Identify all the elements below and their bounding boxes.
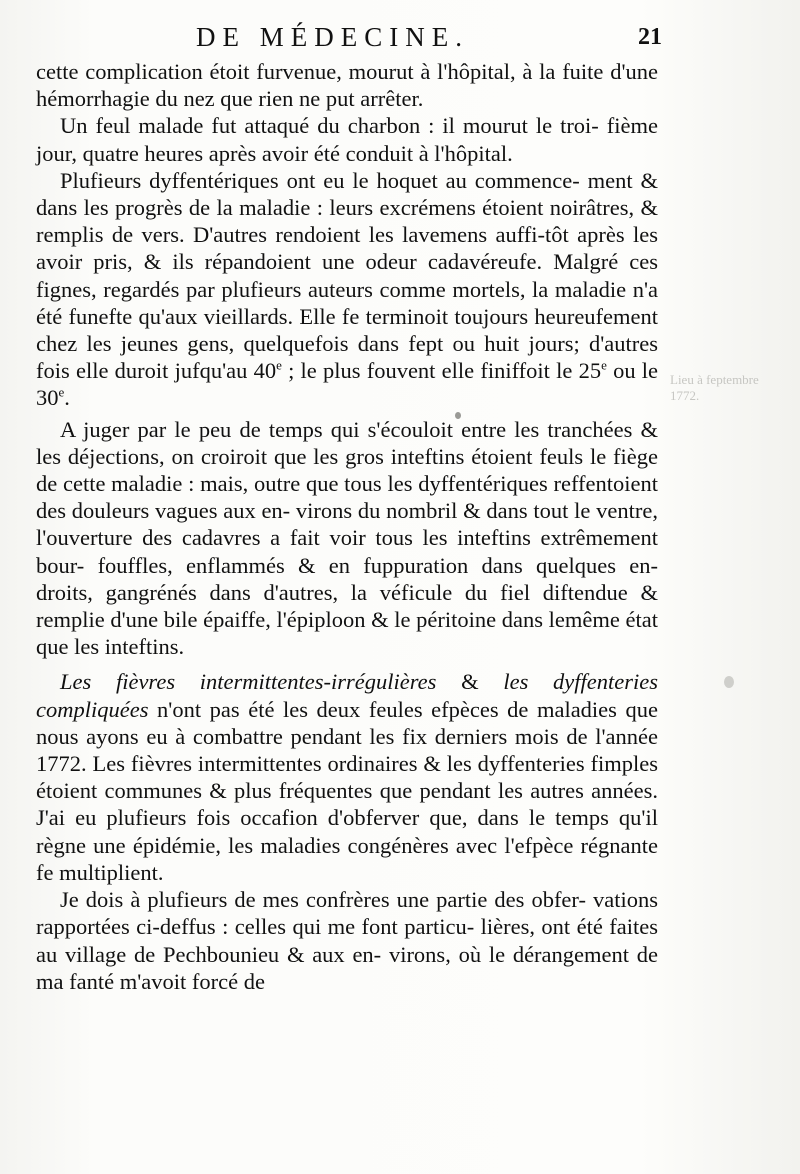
- text-line: plufieurs auteurs comme mortels, la maladie n'a été funefte: [36, 276, 658, 329]
- bleed-through-margin-note: [670, 372, 800, 404]
- paragraph: [36, 416, 658, 661]
- bleed-through-line: 1772.: [670, 388, 700, 403]
- text-line: Un feul malade fut attaqué du charbon : il mourut le troi-: [60, 113, 599, 139]
- running-head: DE MÉDECINE.: [196, 22, 469, 52]
- page-number: 21: [638, 24, 662, 50]
- page-header: [36, 22, 662, 56]
- text-line: tranchées & les déjections, on croiroit que les gros inteftins: [36, 416, 658, 469]
- text-fragment: ou le 30: [36, 358, 659, 411]
- text-line: mois de l'année 1772. Les fièvres intermittentes ordinaires &: [36, 723, 659, 777]
- text-line: maladies congénères avec l'efpèce régnante fe multiplient.: [36, 832, 658, 885]
- text-line: Plufieurs dyffentériques ont eu le hoquet au commence-: [60, 167, 580, 193]
- text-line: les dyffenteries fimples étoient communes & plus fréquentes: [36, 751, 658, 804]
- italic-phrase: les dyffenteries: [503, 669, 658, 695]
- text-fragment: &: [436, 669, 504, 695]
- text-line: lavemens auffi-tôt après les avoir pris, & ils répandoient: [36, 222, 659, 275]
- text-line: [60, 669, 658, 694]
- text-line: fouffles, enflammés & en fuppuration dans quelques en-: [97, 552, 658, 578]
- text-line: fuite d'une hémorrhagie du nez que rien ne put arrêter.: [36, 59, 658, 112]
- paragraph: [36, 886, 658, 995]
- text-fragment: d'autres fois elle duroit jufqu'au 40: [36, 331, 658, 384]
- text-fragment: finiffoit le 25: [480, 358, 602, 384]
- body-text: [36, 58, 658, 995]
- superscript: e: [601, 357, 607, 373]
- text-line: qu'aux vieillards. Elle fe terminoit toujours heureufement: [138, 303, 659, 329]
- paragraph: [36, 167, 658, 412]
- superscript: e: [276, 357, 282, 373]
- text-line: cadavres a fait voir tous les inteftins extrêmement bour-: [36, 525, 659, 578]
- text-line: lières, ont été faites au village de Pechbounieu & aux en-: [36, 914, 658, 967]
- paragraph: [36, 112, 658, 166]
- paragraph: [36, 58, 658, 112]
- text-line: cette complication étoit furvenue, mourut à l'hôpital, à la: [36, 59, 556, 84]
- bleed-through-line: Lieu à feptembre: [670, 372, 759, 387]
- text-line: virons du nombril & dans tout le ventre, l'ouverture des: [36, 498, 658, 551]
- ink-spot: [724, 676, 734, 688]
- text-line: lemême état que les inteftins.: [36, 607, 658, 660]
- text-line: d'obferver que, dans le temps qu'il règne une épidémie, les: [36, 805, 658, 858]
- text-fragment: ; le plus fouvent elle: [281, 358, 475, 384]
- text-fragment: .: [64, 385, 70, 411]
- text-line: [36, 697, 617, 722]
- superscript: e: [58, 384, 65, 400]
- paragraph: [36, 668, 658, 886]
- text-line: une odeur cadavéreufe. Malgré ces fignes, regardés par: [36, 249, 659, 302]
- text-line: virons, où le dérangement de ma fanté m'avoit forcé de: [36, 941, 658, 994]
- text-line: que pendant les autres années. J'ai eu plufieurs fois occafion: [36, 778, 659, 831]
- text-line: fième jour, quatre heures après avoir été conduit à l'hôpital.: [36, 113, 659, 166]
- text-line: & remplie d'une bile épaiffe, l'épiploon & le péritoine dans: [36, 579, 659, 633]
- text-line: que nous ayons eu à combattre pendant les fix derniers: [36, 696, 659, 749]
- text-fragment: n'ont pas été les deux feules efpèces de maladies: [148, 696, 617, 722]
- text-line: vations rapportées ci-deffus : celles qui me font particu-: [36, 887, 659, 940]
- text-line: chez les jeunes gens, quelquefois dans fept ou huit jours;: [36, 331, 580, 357]
- text-line: A juger par le peu de temps qui s'écouloit entre les: [60, 416, 540, 442]
- text-line: les dyffentériques reffentoient des douleurs vagues aux en-: [36, 471, 659, 524]
- text-line: Je dois à plufieurs de mes confrères une partie des obfer-: [60, 887, 586, 913]
- italic-phrase: Les fièvres intermittentes-irrégulières: [60, 669, 437, 695]
- text-line: droits, gangrénés dans d'autres, la véficule du fiel diftendue: [36, 579, 628, 605]
- text-line: étoient feuls le fiège de cette maladie : mais, outre que tous: [36, 443, 658, 497]
- italic-phrase: compliquées: [36, 696, 149, 722]
- text-line: étoient noirâtres, & remplis de vers. D'autres rendoient les: [36, 195, 658, 248]
- text-line: ment & dans les progrès de la maladie : leurs excrémens: [36, 167, 658, 221]
